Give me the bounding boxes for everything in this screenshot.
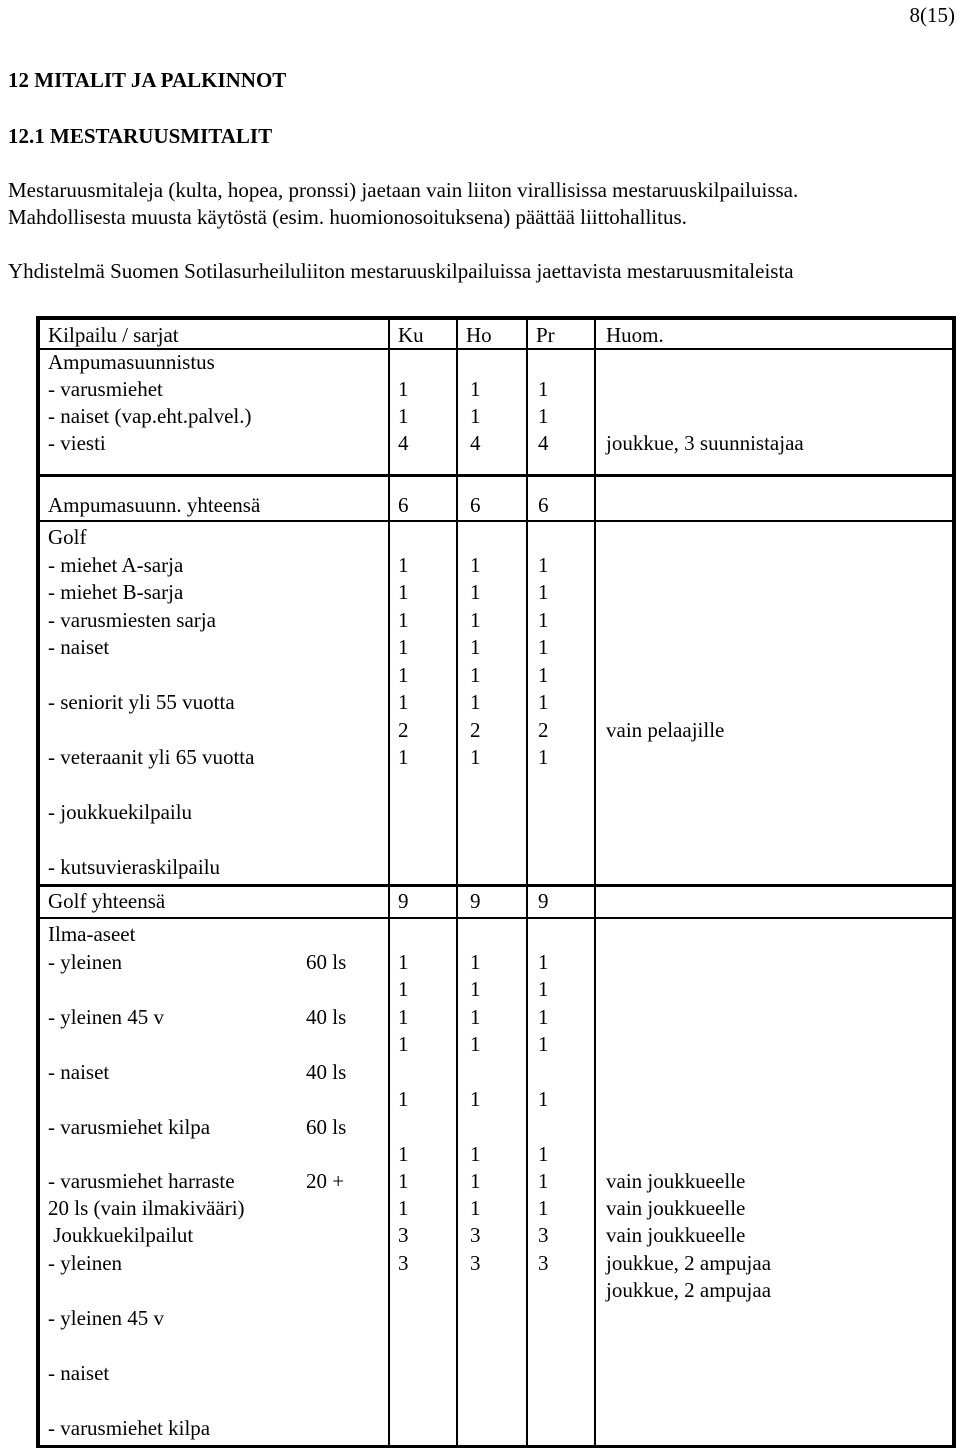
row-ku: 1	[398, 553, 409, 577]
row-ho: 1	[470, 1196, 481, 1220]
row-ku: 4	[398, 431, 409, 455]
page-number: 8(15)	[909, 3, 955, 27]
row-name: - viesti	[48, 431, 106, 455]
row-ho: 1	[470, 745, 481, 769]
row-ho: 1	[470, 553, 481, 577]
ho-column-divider	[526, 316, 528, 1448]
row-ku: 1	[398, 377, 409, 401]
row-ho: 3	[470, 1223, 481, 1247]
header-event: Kilpailu / sarjat	[48, 323, 179, 347]
total-ku: 6	[398, 493, 409, 517]
row-ho: 1	[470, 1032, 481, 1056]
row-ho: 2	[470, 718, 481, 742]
row-name: - yleinen	[48, 950, 123, 974]
row-name: - naiset	[48, 635, 110, 659]
row-name: - naiset (vap.eht.palvel.)	[48, 404, 252, 428]
row-pr: 1	[538, 377, 549, 401]
chapter-heading: 12 MITALIT JA PALKINNOT	[8, 68, 287, 92]
row-ku: 1	[398, 1032, 409, 1056]
row-pr: 1	[538, 1196, 549, 1220]
total-pr: 6	[538, 493, 549, 517]
row-pr: 1	[538, 690, 549, 714]
row-pr: 1	[538, 1142, 549, 1166]
intro-line-1: Mestaruusmitaleja (kulta, hopea, pronssi) jaetaan vain liiton virallisissa mestaruuskilpailuissa.	[8, 178, 799, 202]
row-pr: 1	[538, 1005, 549, 1029]
row-ku: 1	[398, 1087, 409, 1111]
row-shots: 40 ls	[306, 1060, 347, 1084]
section-heading: 12.1 MESTARUUSMITALIT	[8, 124, 273, 148]
row-pr: 1	[538, 1087, 549, 1111]
total-name: Golf yhteensä	[48, 889, 166, 913]
row-name: - miehet B-sarja	[48, 580, 184, 604]
row-ku: 1	[398, 635, 409, 659]
row-pr: 1	[538, 745, 549, 769]
row-ho: 1	[470, 663, 481, 687]
total-pr: 9	[538, 889, 549, 913]
row-ho: 1	[470, 404, 481, 428]
row-ku: 1	[398, 977, 409, 1001]
row-pr: 1	[538, 635, 549, 659]
row-ho: 1	[470, 635, 481, 659]
medal-table	[36, 316, 956, 1448]
header-ho: Ho	[466, 323, 492, 347]
row-name: - varusmiesten sarja	[48, 608, 216, 632]
summary-paragraph: Yhdistelmä Suomen Sotilasurheiluliiton mestaruuskilpailuissa jaettavista mestaruusmitaleista	[8, 259, 794, 283]
table-border-right	[952, 316, 956, 1448]
total-ho: 9	[470, 889, 481, 913]
row-ho: 1	[470, 690, 481, 714]
row-pr: 1	[538, 977, 549, 1001]
row-pr: 1	[538, 1169, 549, 1193]
total-ku: 9	[398, 889, 409, 913]
row-pr: 2	[538, 718, 549, 742]
row-pr: 1	[538, 608, 549, 632]
row-ku: 1	[398, 663, 409, 687]
row-shots: 40 ls	[306, 1005, 347, 1029]
row-name: - naiset	[48, 1060, 110, 1084]
row-ho: 1	[470, 977, 481, 1001]
row-shots: 60 ls	[306, 1115, 347, 1139]
table-border-left	[36, 316, 40, 1448]
row-name: - varusmiehet kilpa	[48, 1115, 211, 1139]
section-title: Ilma-aseet	[48, 922, 136, 946]
header-pr: Pr	[536, 323, 555, 347]
row-name: - yleinen	[48, 1251, 123, 1275]
row-pr: 1	[538, 1032, 549, 1056]
row-name: - seniorit yli 55 vuotta	[48, 690, 235, 714]
pr-column-divider	[594, 316, 596, 1448]
row-ku: 1	[398, 1169, 409, 1193]
row-pr: 1	[538, 580, 549, 604]
row-ho: 1	[470, 608, 481, 632]
row-ku: 1	[398, 404, 409, 428]
row-ku: 1	[398, 1196, 409, 1220]
intro-paragraph	[8, 177, 798, 231]
section1-divider	[36, 474, 956, 477]
section1-total-bottom	[36, 520, 956, 522]
row-name: - naiset	[48, 1361, 110, 1385]
row-note: joukkue, 3 suunnistajaa	[606, 431, 804, 455]
row-name: - joukkuekilpailu	[48, 800, 193, 824]
row-pr: 1	[538, 404, 549, 428]
row-note: joukkue, 2 ampujaa	[606, 1251, 772, 1275]
row-name: - yleinen 45 v	[48, 1306, 165, 1330]
row-ho: 1	[470, 1142, 481, 1166]
row-note: vain joukkueelle	[606, 1169, 746, 1193]
total-name: Ampumasuunn. yhteensä	[48, 493, 261, 517]
row-note: vain pelaajille	[606, 718, 725, 742]
row-ho: 1	[470, 950, 481, 974]
row-pr: 3	[538, 1223, 549, 1247]
row-note: joukkue, 2 ampujaa	[606, 1278, 772, 1302]
row-ho: 4	[470, 431, 481, 455]
row-ku: 1	[398, 608, 409, 632]
row-pr: 1	[538, 950, 549, 974]
row-name: - varusmiehet	[48, 377, 163, 401]
row-ku: 1	[398, 950, 409, 974]
row-name: - miehet A-sarja	[48, 553, 184, 577]
total-ho: 6	[470, 493, 481, 517]
row-note: vain joukkueelle	[606, 1223, 746, 1247]
row-ho: 1	[470, 1087, 481, 1111]
row-pr: 1	[538, 663, 549, 687]
row-ho: 1	[470, 580, 481, 604]
row-shots: 20 +	[306, 1169, 345, 1193]
row-ku: 1	[398, 580, 409, 604]
row-ku: 1	[398, 745, 409, 769]
row-note: vain joukkueelle	[606, 1196, 746, 1220]
table-border-top	[36, 316, 956, 320]
row-ku: 3	[398, 1223, 409, 1247]
row-name: - varusmiehet harraste	[48, 1169, 235, 1193]
row-ku: 2	[398, 718, 409, 742]
row-ho: 1	[470, 1005, 481, 1029]
row-ho: 1	[470, 377, 481, 401]
section2-total-bottom	[36, 917, 956, 919]
section-title: Ampumasuunnistus	[48, 350, 215, 374]
row-name: - yleinen 45 v	[48, 1005, 165, 1029]
row-name: Joukkuekilpailut	[48, 1223, 194, 1247]
row-name: - veteraanit yli 65 vuotta	[48, 745, 255, 769]
row-pr: 3	[538, 1251, 549, 1275]
row-ku: 1	[398, 1142, 409, 1166]
row-ku: 3	[398, 1251, 409, 1275]
ku-column-divider	[456, 316, 458, 1448]
row-pr: 4	[538, 431, 549, 455]
row-name: 20 ls (vain ilmakivääri)	[48, 1196, 245, 1220]
intro-line-2: Mahdollisesta muusta käytöstä (esim. huomionosoituksena) päättää liittohallitus.	[8, 205, 687, 229]
section2-divider	[36, 884, 956, 887]
row-pr: 1	[538, 553, 549, 577]
section-title: Golf	[48, 525, 87, 549]
header-note: Huom.	[606, 323, 664, 347]
header-ku: Ku	[398, 323, 424, 347]
row-ku: 1	[398, 1005, 409, 1029]
row-shots: 60 ls	[306, 950, 347, 974]
row-ho: 3	[470, 1251, 481, 1275]
row-name: - varusmiehet kilpa	[48, 1416, 211, 1440]
row-ho: 1	[470, 1169, 481, 1193]
row-name: - kutsuvieraskilpailu	[48, 855, 221, 879]
row-ku: 1	[398, 690, 409, 714]
event-column-divider	[388, 316, 390, 1448]
